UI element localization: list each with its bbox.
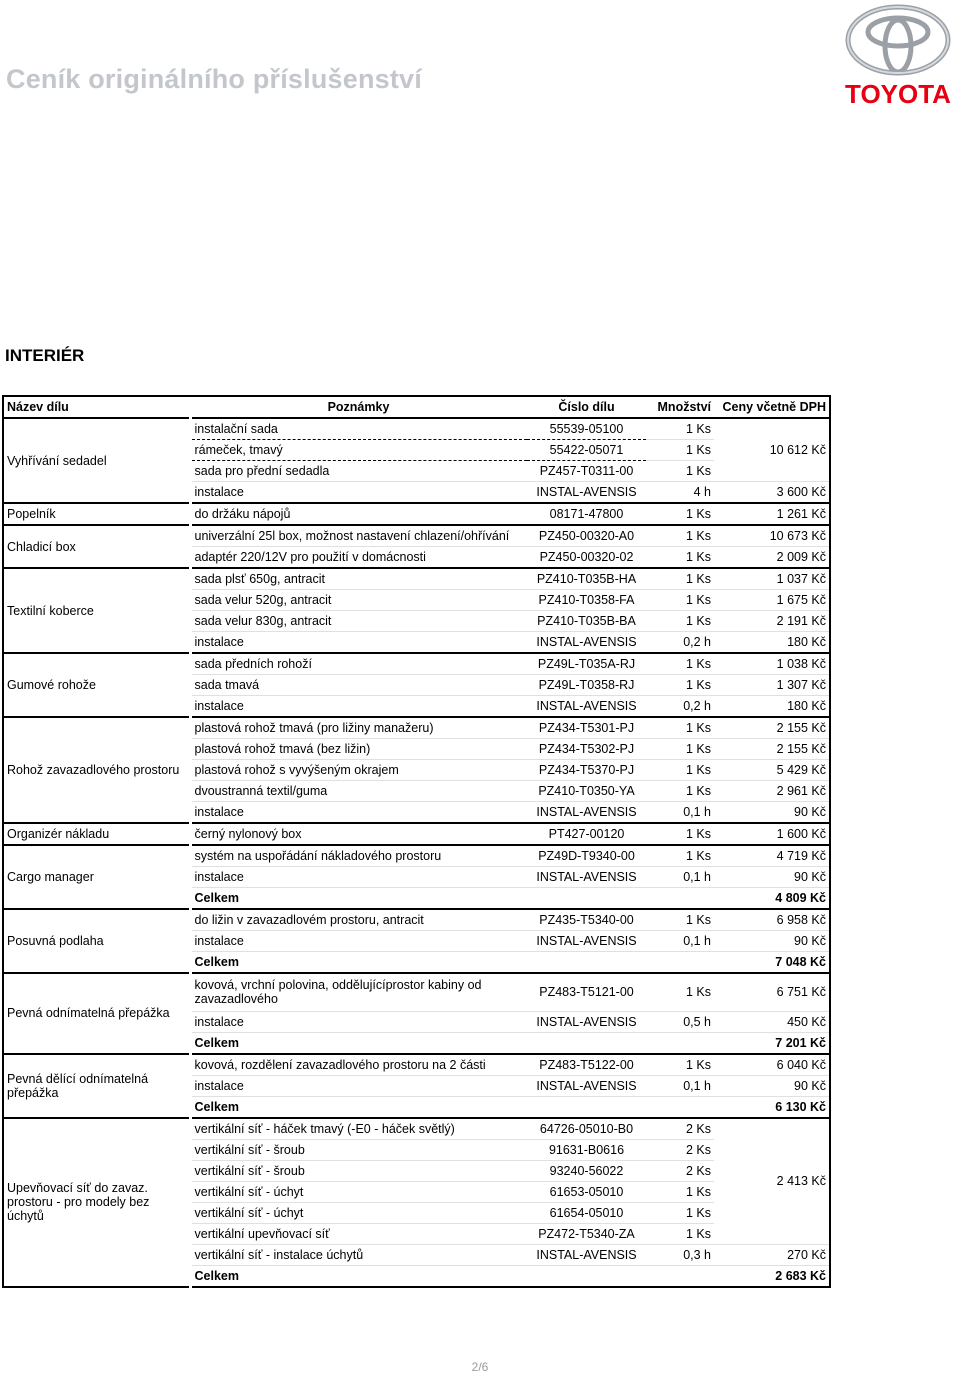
cell-price: 90 Kč — [714, 931, 830, 952]
cell-quantity: 1 Ks — [646, 909, 714, 931]
cell-note: univerzální 25l box, možnost nastavení chlazení/ohřívání — [190, 525, 527, 547]
cell-part-number: 91631-B0616 — [527, 1139, 646, 1160]
cell-note: sada velur 520g, antracit — [190, 590, 527, 611]
brand-wordmark: TOYOTA — [845, 79, 951, 109]
table-row — [3, 653, 830, 675]
cell-price: 2 155 Kč — [714, 717, 830, 739]
price-table-body — [3, 418, 830, 1287]
cell-quantity: 0,5 h — [646, 1011, 714, 1032]
cell-part-number: PZ483-T5122-00 — [527, 1054, 646, 1076]
cell-note: adaptér 220/12V pro použití v domácnosti — [190, 547, 527, 569]
cell-note: černý nylonový box — [190, 823, 527, 845]
category-name: Gumové rohože — [3, 653, 190, 717]
cell-quantity: 1 Ks — [646, 1181, 714, 1202]
cell-price: 5 429 Kč — [714, 760, 830, 781]
category-name: Pevná dělící odnímatelná přepážka — [3, 1054, 190, 1118]
cell-part-number: PZ410-T0358-FA — [527, 590, 646, 611]
cell-quantity: 1 Ks — [646, 418, 714, 440]
cell-note: vertikální síť - šroub — [190, 1160, 527, 1181]
cell-quantity: 0,1 h — [646, 1075, 714, 1096]
cell-note: instalace — [190, 802, 527, 824]
cell-part-number: 64726-05010-B0 — [527, 1118, 646, 1140]
cell-quantity: 1 Ks — [646, 590, 714, 611]
cell-quantity: 1 Ks — [646, 717, 714, 739]
cell-note: vertikální síť - úchyt — [190, 1181, 527, 1202]
cell-quantity: 0,1 h — [646, 931, 714, 952]
cell-note: instalace — [190, 931, 527, 952]
cell-quantity: 0,3 h — [646, 1244, 714, 1265]
cell-part-number: 93240-56022 — [527, 1160, 646, 1181]
category-name: Organizér nákladu — [3, 823, 190, 845]
cell-part-number: INSTAL-AVENSIS — [527, 482, 646, 504]
cell-price: 2 155 Kč — [714, 739, 830, 760]
cell-price: 2 961 Kč — [714, 781, 830, 802]
cell-price: 6 751 Kč — [714, 973, 830, 1011]
column-header-part-number: Číslo dílu — [527, 396, 646, 418]
cell-part-number — [527, 952, 646, 974]
cell-quantity: 2 Ks — [646, 1139, 714, 1160]
table-row — [3, 973, 830, 1011]
cell-note: instalační sada — [190, 418, 527, 440]
cell-quantity: 1 Ks — [646, 440, 714, 461]
cell-part-number: PZ49L-T0358-RJ — [527, 675, 646, 696]
cell-note: dvoustranná textil/guma — [190, 781, 527, 802]
cell-note: rámeček, tmavý — [190, 440, 527, 461]
cell-note: instalace — [190, 1075, 527, 1096]
cell-part-number — [527, 1265, 646, 1287]
table-row — [3, 418, 830, 440]
cell-price: 90 Kč — [714, 1075, 830, 1096]
cell-price: 10 612 Kč — [714, 418, 830, 482]
price-table — [2, 395, 831, 1288]
cell-price: 6 040 Kč — [714, 1054, 830, 1076]
table-row — [3, 717, 830, 739]
cell-part-number: PZ410-T035B-BA — [527, 611, 646, 632]
cell-part-number: PZ434-T5301-PJ — [527, 717, 646, 739]
cell-part-number — [527, 1032, 646, 1054]
category-name: Chladicí box — [3, 525, 190, 568]
cell-price: 90 Kč — [714, 867, 830, 888]
cell-price: 2 191 Kč — [714, 611, 830, 632]
cell-part-number: PZ450-00320-A0 — [527, 525, 646, 547]
cell-part-number: INSTAL-AVENSIS — [527, 867, 646, 888]
cell-note: sada předních rohoží — [190, 653, 527, 675]
cell-price: 1 037 Kč — [714, 568, 830, 590]
table-row — [3, 503, 830, 525]
cell-note: Celkem — [190, 888, 527, 910]
cell-quantity — [646, 1032, 714, 1054]
cell-quantity: 0,2 h — [646, 696, 714, 718]
table-row — [3, 1054, 830, 1076]
cell-note: vertikální upevňovací síť — [190, 1223, 527, 1244]
cell-part-number: INSTAL-AVENSIS — [527, 696, 646, 718]
cell-note: vertikální síť - šroub — [190, 1139, 527, 1160]
cell-price: 7 201 Kč — [714, 1032, 830, 1054]
cell-price: 1 675 Kč — [714, 590, 830, 611]
cell-quantity: 0,2 h — [646, 632, 714, 654]
cell-note: sada velur 830g, antracit — [190, 611, 527, 632]
column-header-name: Název dílu — [3, 396, 190, 418]
cell-note: instalace — [190, 867, 527, 888]
cell-price: 7 048 Kč — [714, 952, 830, 974]
cell-part-number: 61653-05010 — [527, 1181, 646, 1202]
cell-price: 1 038 Kč — [714, 653, 830, 675]
cell-quantity: 1 Ks — [646, 547, 714, 569]
category-name: Rohož zavazadlového prostoru — [3, 717, 190, 823]
cell-note: do ližin v zavazadlovém prostoru, antracit — [190, 909, 527, 931]
cell-note: instalace — [190, 482, 527, 504]
cell-note: sada tmavá — [190, 675, 527, 696]
table-row — [3, 525, 830, 547]
cell-note: plastová rohož s vyvýšeným okrajem — [190, 760, 527, 781]
cell-note: vertikální síť - úchyt — [190, 1202, 527, 1223]
cell-part-number: INSTAL-AVENSIS — [527, 1075, 646, 1096]
cell-part-number: INSTAL-AVENSIS — [527, 802, 646, 824]
cell-price: 1 600 Kč — [714, 823, 830, 845]
cell-price: 180 Kč — [714, 696, 830, 718]
cell-part-number: PZ410-T0350-YA — [527, 781, 646, 802]
cell-note: Celkem — [190, 952, 527, 974]
cell-part-number: 55422-05071 — [527, 440, 646, 461]
cell-price: 450 Kč — [714, 1011, 830, 1032]
cell-note: do držáku nápojů — [190, 503, 527, 525]
cell-note: vertikální síť - instalace úchytů — [190, 1244, 527, 1265]
cell-quantity: 1 Ks — [646, 973, 714, 1011]
cell-quantity: 1 Ks — [646, 611, 714, 632]
cell-part-number: 08171-47800 — [527, 503, 646, 525]
cell-part-number: PZ483-T5121-00 — [527, 973, 646, 1011]
cell-quantity: 1 Ks — [646, 525, 714, 547]
cell-note: plastová rohož tmavá (pro ližiny manažeru) — [190, 717, 527, 739]
cell-quantity: 2 Ks — [646, 1118, 714, 1140]
cell-quantity: 1 Ks — [646, 760, 714, 781]
cell-part-number: PZ457-T0311-00 — [527, 461, 646, 482]
cell-part-number: PZ434-T5370-PJ — [527, 760, 646, 781]
cell-price: 4 719 Kč — [714, 845, 830, 867]
cell-part-number: INSTAL-AVENSIS — [527, 632, 646, 654]
cell-note: Celkem — [190, 1265, 527, 1287]
column-header-quantity: Množství — [646, 396, 714, 418]
cell-part-number: PZ49D-T9340-00 — [527, 845, 646, 867]
cell-quantity: 1 Ks — [646, 823, 714, 845]
cell-part-number — [527, 1096, 646, 1118]
cell-price: 2 683 Kč — [714, 1265, 830, 1287]
cell-part-number: PZ450-00320-02 — [527, 547, 646, 569]
cell-part-number: PT427-00120 — [527, 823, 646, 845]
cell-quantity: 1 Ks — [646, 675, 714, 696]
cell-quantity: 1 Ks — [646, 739, 714, 760]
cell-note: instalace — [190, 1011, 527, 1032]
cell-note: sada pro přední sedadla — [190, 461, 527, 482]
cell-note: kovová, vrchní polovina, oddělujícíprostor kabiny od zavazadlového — [190, 973, 527, 1011]
cell-quantity — [646, 1265, 714, 1287]
page-number: 2/6 — [471, 1360, 489, 1374]
table-row — [3, 845, 830, 867]
cell-quantity: 2 Ks — [646, 1160, 714, 1181]
category-name: Upevňovací síť do zavaz. prostoru - pro modely bez úchytů — [3, 1118, 190, 1287]
cell-price: 180 Kč — [714, 632, 830, 654]
cell-part-number — [527, 888, 646, 910]
cell-quantity: 1 Ks — [646, 461, 714, 482]
column-header-price: Ceny včetně DPH — [714, 396, 830, 418]
category-name: Popelník — [3, 503, 190, 525]
cell-note: instalace — [190, 696, 527, 718]
category-name: Cargo manager — [3, 845, 190, 909]
category-name: Posuvná podlaha — [3, 909, 190, 973]
cell-price: 6 958 Kč — [714, 909, 830, 931]
toyota-logo — [836, 2, 960, 110]
cell-part-number: 55539-05100 — [527, 418, 646, 440]
table-row — [3, 568, 830, 590]
cell-price: 2 009 Kč — [714, 547, 830, 569]
cell-quantity: 1 Ks — [646, 781, 714, 802]
cell-part-number: PZ435-T5340-00 — [527, 909, 646, 931]
cell-price: 270 Kč — [714, 1244, 830, 1265]
cell-note: instalace — [190, 632, 527, 654]
cell-note: systém na uspořádání nákladového prostoru — [190, 845, 527, 867]
cell-part-number: INSTAL-AVENSIS — [527, 931, 646, 952]
cell-part-number: PZ472-T5340-ZA — [527, 1223, 646, 1244]
cell-price: 10 673 Kč — [714, 525, 830, 547]
cell-note: vertikální síť - háček tmavý (-E0 - háček světlý) — [190, 1118, 527, 1140]
cell-price: 3 600 Kč — [714, 482, 830, 504]
column-header-notes: Poznámky — [190, 396, 527, 418]
table-header-row — [3, 396, 830, 418]
cell-part-number: 61654-05010 — [527, 1202, 646, 1223]
cell-note: sada plsť 650g, antracit — [190, 568, 527, 590]
section-title: INTERIÉR — [5, 346, 85, 365]
cell-quantity: 1 Ks — [646, 653, 714, 675]
cell-quantity: 0,1 h — [646, 802, 714, 824]
cell-price: 4 809 Kč — [714, 888, 830, 910]
table-row — [3, 1118, 830, 1140]
table-row — [3, 823, 830, 845]
cell-price: 6 130 Kč — [714, 1096, 830, 1118]
cell-price: 2 413 Kč — [714, 1118, 830, 1245]
cell-quantity — [646, 888, 714, 910]
cell-quantity: 1 Ks — [646, 568, 714, 590]
cell-part-number: INSTAL-AVENSIS — [527, 1244, 646, 1265]
cell-part-number: PZ434-T5302-PJ — [527, 739, 646, 760]
cell-part-number: PZ49L-T035A-RJ — [527, 653, 646, 675]
cell-price: 1 261 Kč — [714, 503, 830, 525]
cell-price: 1 307 Kč — [714, 675, 830, 696]
cell-quantity: 4 h — [646, 482, 714, 504]
document-title: Ceník originálního příslušenství — [6, 64, 422, 94]
cell-price: 90 Kč — [714, 802, 830, 824]
cell-quantity: 1 Ks — [646, 1054, 714, 1076]
cell-part-number: INSTAL-AVENSIS — [527, 1011, 646, 1032]
cell-quantity — [646, 952, 714, 974]
cell-part-number: PZ410-T035B-HA — [527, 568, 646, 590]
cell-quantity: 1 Ks — [646, 503, 714, 525]
category-name: Pevná odnímatelná přepážka — [3, 973, 190, 1054]
cell-quantity: 1 Ks — [646, 1202, 714, 1223]
cell-quantity: 0,1 h — [646, 867, 714, 888]
cell-note: Celkem — [190, 1096, 527, 1118]
cell-note: Celkem — [190, 1032, 527, 1054]
cell-quantity — [646, 1096, 714, 1118]
category-name: Textilní koberce — [3, 568, 190, 653]
cell-quantity: 1 Ks — [646, 1223, 714, 1244]
cell-quantity: 1 Ks — [646, 845, 714, 867]
cell-note: plastová rohož tmavá (bez ližin) — [190, 739, 527, 760]
table-row — [3, 909, 830, 931]
category-name: Vyhřívání sedadel — [3, 418, 190, 503]
cell-note: kovová, rozdělení zavazadlového prostoru na 2 části — [190, 1054, 527, 1076]
